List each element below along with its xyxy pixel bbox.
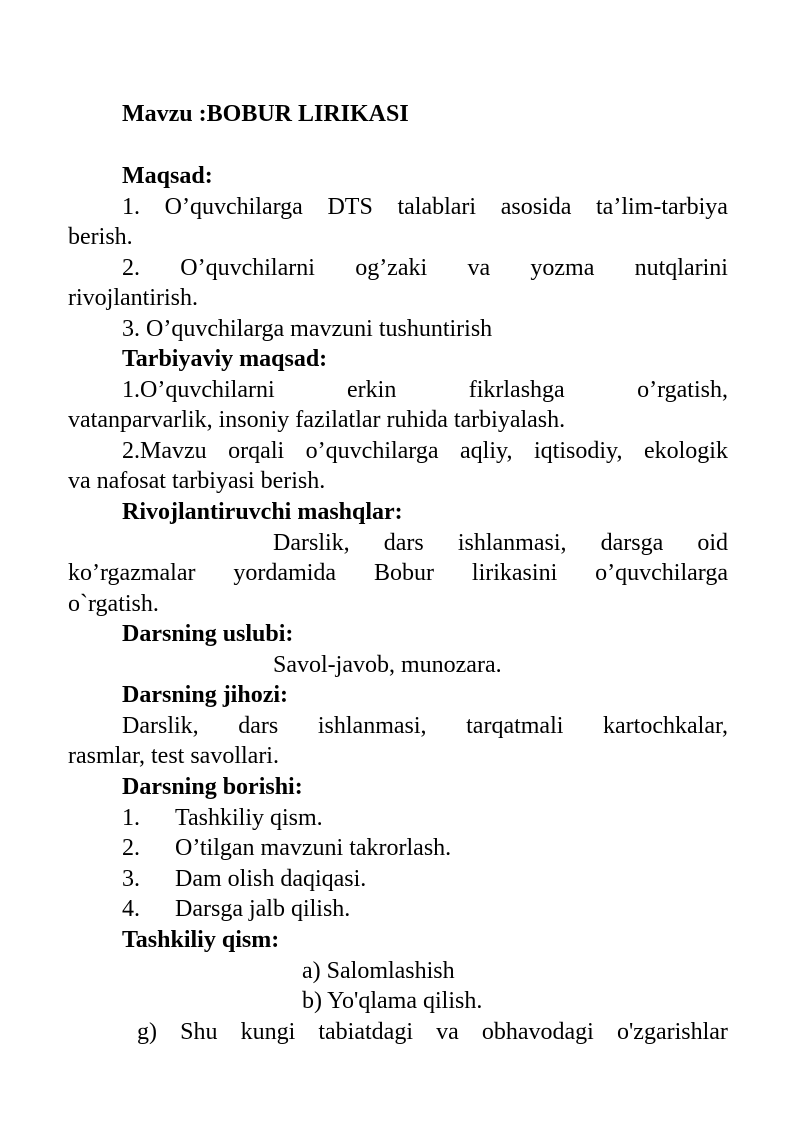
- word: talablari: [397, 194, 477, 220]
- word: o'zgarishlar: [616, 1019, 728, 1045]
- word: ta’lim-tarbiya: [596, 194, 728, 220]
- word: ishlanmasi,: [457, 530, 567, 556]
- rivojlantiruvchi-line3: o`rgatish.: [68, 591, 159, 617]
- borish-item-number: 3.: [122, 866, 140, 892]
- borish-item: [122, 833, 451, 863]
- tarbiyaviy-item2-line2: va nafosat tarbiyasi berish.: [68, 468, 326, 494]
- rivojlantiruvchi-line2: [68, 558, 728, 588]
- borish-item-text: Darsga jalb qilish.: [175, 896, 351, 922]
- word: o’rgatish,: [637, 377, 728, 403]
- word: O’quvchilarga: [164, 194, 303, 220]
- borish-heading: Darsning borishi:: [122, 774, 303, 800]
- word: fikrlashga: [468, 377, 565, 403]
- borish-item-number: 1.: [122, 805, 140, 831]
- tarbiyaviy-item2-line1: [122, 436, 728, 466]
- word: tabiatdagi: [318, 1019, 413, 1045]
- word: lirikasini: [471, 560, 558, 586]
- word: dars: [238, 713, 279, 739]
- rivojlantiruvchi-heading: Rivojlantiruvchi mashqlar:: [122, 499, 403, 525]
- maqsad-item1-line2: berish.: [68, 224, 133, 250]
- word: o’quvchilarga: [595, 560, 728, 586]
- word: 1.O’quvchilarni: [122, 377, 275, 403]
- word: obhavodagi: [481, 1019, 594, 1045]
- word: iqtisodiy,: [533, 438, 623, 464]
- tashkiliy-item-a: a) Salomlashish: [302, 958, 455, 984]
- borish-item-number: 2.: [122, 835, 140, 861]
- jihoz-line2: rasmlar, test savollari.: [68, 743, 279, 769]
- word: og’zaki: [355, 255, 428, 281]
- word: 2.Mavzu: [122, 438, 207, 464]
- borish-item-text: O’tilgan mavzuni takrorlash.: [175, 835, 452, 861]
- word: ishlanmasi,: [317, 713, 427, 739]
- word: 1.: [122, 194, 140, 220]
- word: erkin: [347, 377, 397, 403]
- word: ko’rgazmalar: [68, 560, 196, 586]
- borish-item: [122, 803, 323, 833]
- maqsad-item1-line1: [122, 192, 728, 222]
- word: Darslik,: [273, 530, 350, 556]
- word: dars: [383, 530, 424, 556]
- word: Bobur: [373, 560, 434, 586]
- page-title: Mavzu :BOBUR LIRIKASI: [122, 101, 409, 127]
- word: DTS: [327, 194, 373, 220]
- maqsad-heading: Maqsad:: [122, 163, 213, 189]
- uslub-heading: Darsning uslubi:: [122, 621, 294, 647]
- word: g): [137, 1019, 157, 1045]
- word: 2.: [122, 255, 140, 281]
- word: Darslik,: [122, 713, 199, 739]
- uslub-text: Savol-javob, munozara.: [273, 652, 502, 678]
- maqsad-item2-line2: rivojlantirish.: [68, 285, 198, 311]
- tarbiyaviy-heading: Tarbiyaviy maqsad:: [122, 346, 328, 372]
- word: asosida: [500, 194, 572, 220]
- word: O’quvchilarni: [180, 255, 315, 281]
- tarbiyaviy-item1-line1: [122, 375, 728, 405]
- word: va: [467, 255, 491, 281]
- word: kungi: [240, 1019, 296, 1045]
- word: tarqatmali: [466, 713, 564, 739]
- word: yordamida: [233, 560, 337, 586]
- word: oid: [697, 530, 728, 556]
- borish-item: [122, 864, 366, 894]
- maqsad-item3: 3. O’quvchilarga mavzuni tushuntirish: [122, 316, 493, 342]
- borish-item-number: 4.: [122, 896, 140, 922]
- jihoz-heading: Darsning jihozi:: [122, 682, 289, 708]
- word: ekologik: [643, 438, 728, 464]
- word: Shu: [180, 1019, 218, 1045]
- borish-item-text: Tashkiliy qism.: [175, 805, 323, 831]
- tashkiliy-item-g: [137, 1017, 728, 1047]
- word: darsga: [600, 530, 664, 556]
- word: aqliy,: [460, 438, 513, 464]
- word: nutqlarini: [634, 255, 728, 281]
- word: orqali: [228, 438, 285, 464]
- maqsad-item2-line1: [122, 253, 728, 283]
- borish-item: [122, 894, 350, 924]
- tashkiliy-heading: Tashkiliy qism:: [122, 927, 280, 953]
- word: o’quvchilarga: [305, 438, 439, 464]
- tarbiyaviy-item1-line2: vatanparvarlik, insoniy fazilatlar ruhida tarbiyalash.: [68, 407, 566, 433]
- word: va: [436, 1019, 459, 1045]
- tashkiliy-item-b: b) Yo'qlama qilish.: [302, 988, 483, 1014]
- rivojlantiruvchi-line1: [273, 528, 728, 558]
- borish-item-text: Dam olish daqiqasi.: [175, 866, 367, 892]
- word: yozma: [530, 255, 595, 281]
- jihoz-line1: [122, 711, 728, 741]
- word: kartochkalar,: [603, 713, 728, 739]
